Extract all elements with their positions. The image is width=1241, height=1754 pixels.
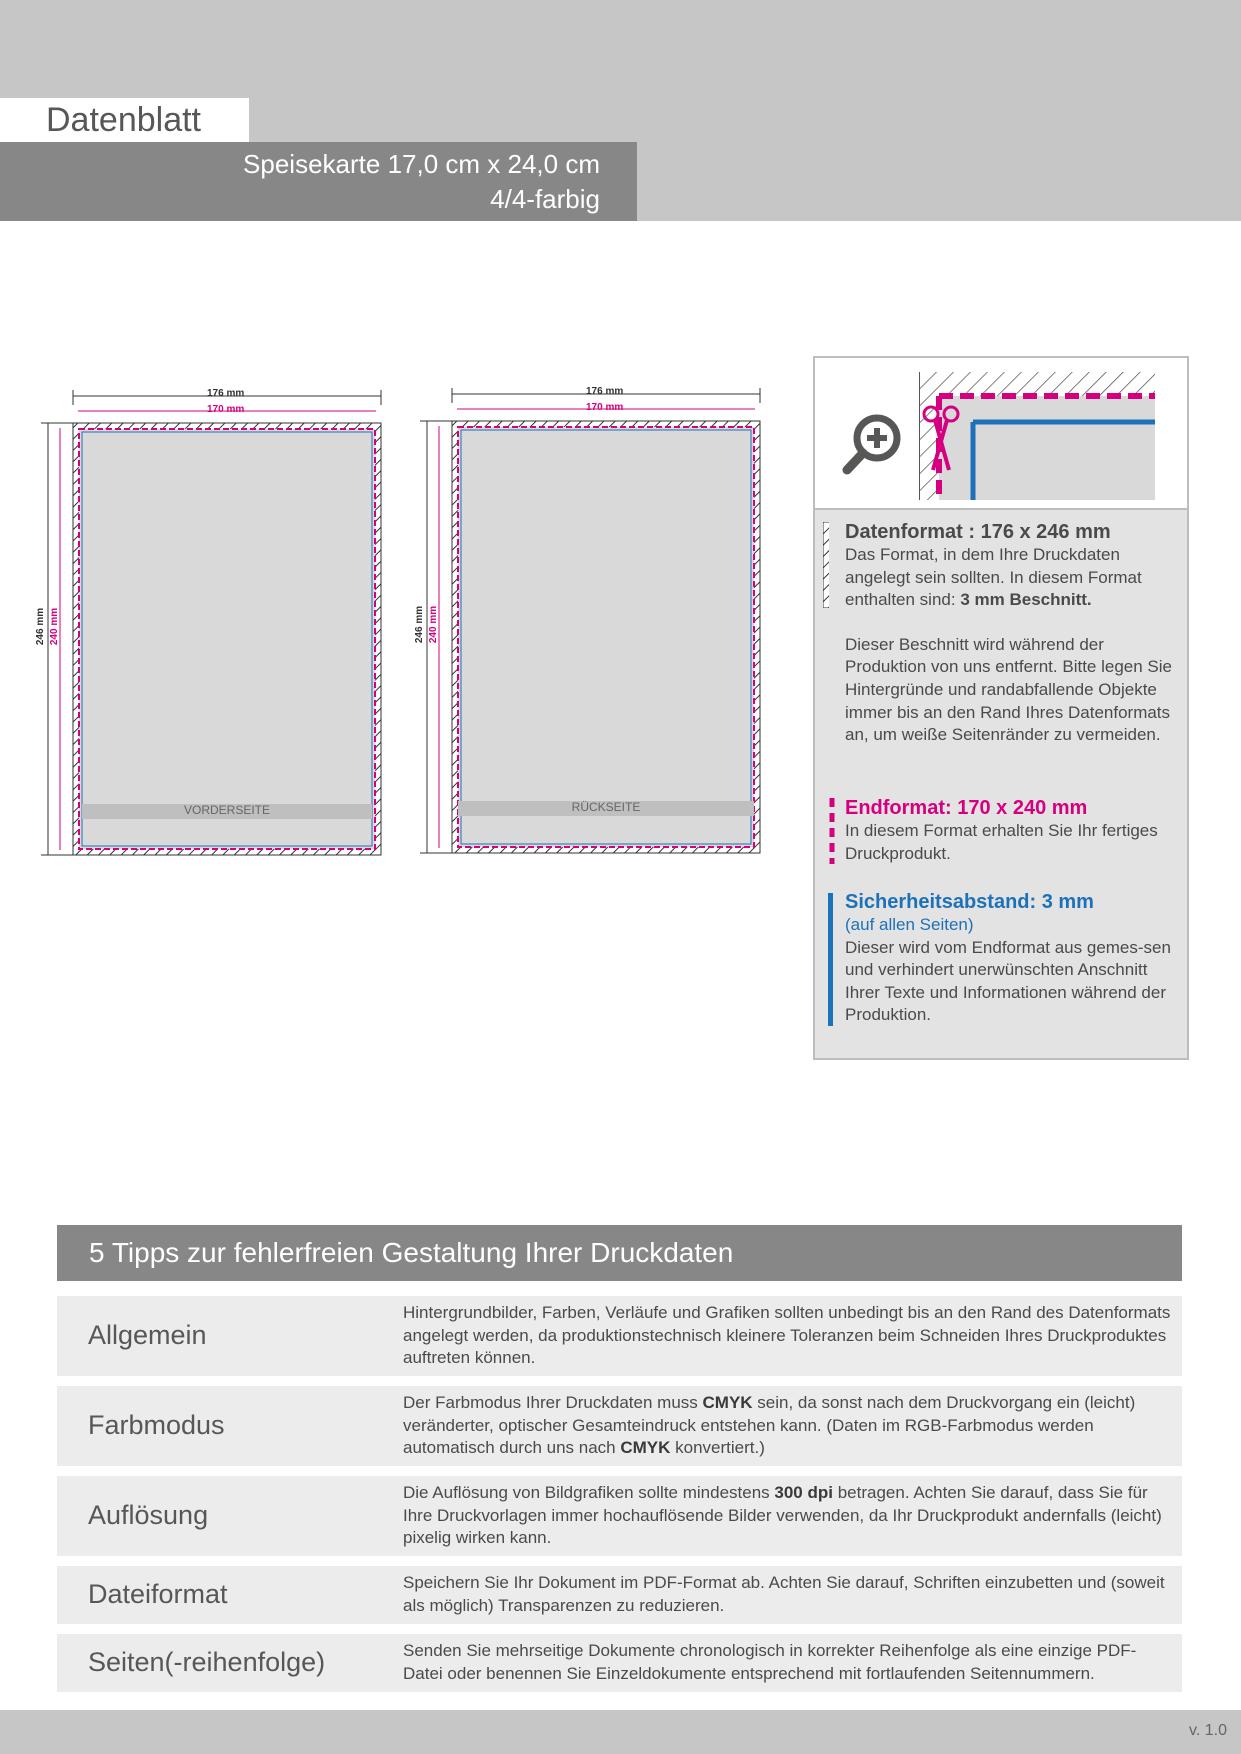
tip-text: Speichern Sie Ihr Dokument im PDF-Format ab. Achten Sie darauf, Schriften einzubetten und (soweit als möglich) Transparenzen zu reduzieren. bbox=[403, 1573, 1165, 1615]
endformat-text: In diesem Format erhalten Sie Ihr fertiges Druckprodukt. bbox=[845, 821, 1158, 863]
tip-row-allgemein bbox=[57, 1296, 1182, 1376]
front-height-outer: 246 mm bbox=[35, 607, 47, 646]
back-page-diagram bbox=[415, 383, 775, 858]
front-page-diagram bbox=[36, 385, 396, 860]
datenformat-heading: Datenformat : 176 x 246 mm bbox=[845, 521, 1111, 543]
tip-label: Allgemein bbox=[88, 1320, 207, 1350]
back-height-inner: 240 mm bbox=[428, 605, 440, 644]
datenformat-hatch-bar bbox=[823, 522, 829, 608]
back-side-label: RÜCKSEITE bbox=[571, 800, 641, 814]
tips-title: 5 Tipps zur fehlerfreien Gestaltung Ihrer Druckdaten bbox=[89, 1237, 734, 1268]
sicherheit-heading: Sicherheitsabstand: 3 mm bbox=[845, 891, 1094, 913]
back-height-outer: 246 mm bbox=[414, 605, 426, 644]
endformat-block bbox=[845, 796, 1175, 865]
datenformat-text2: Dieser Beschnitt wird während der Produktion von uns entfernt. Bitte legen Sie Hintergründe und randabfallende Objekte immer bis an den Rand Ihres Datenformats an, um weiße Seitenränder zu vermeiden. bbox=[845, 634, 1172, 745]
product-name: Speisekarte 17,0 cm x 24,0 cm bbox=[243, 149, 600, 179]
tip-row-aufloesung bbox=[57, 1476, 1182, 1556]
front-width-outer: 176 mm bbox=[207, 388, 245, 399]
tip-label: Auflösung bbox=[88, 1500, 209, 1530]
back-page-graphic bbox=[415, 383, 775, 858]
sicherheit-bar bbox=[828, 893, 833, 1026]
front-width-inner: 170 mm bbox=[207, 404, 245, 415]
sicherheit-sub: (auf allen Seiten) bbox=[845, 915, 974, 934]
tip-label: Dateiformat bbox=[88, 1579, 228, 1609]
info-panel bbox=[813, 356, 1189, 1060]
page-title: Datenblatt bbox=[46, 101, 201, 139]
endformat-heading: Endformat: 170 x 240 mm bbox=[845, 797, 1088, 819]
tip-row-farbmodus bbox=[57, 1386, 1182, 1466]
tip-text: Hintergrundbilder, Farben, Verläufe und Grafiken sollten unbedingt bis an den Rand des Datenformats angelegt werden, da produktionstechnisch kleinere Toleranzen beim Schneiden Ihres Druckproduktes auftreten können. bbox=[403, 1303, 1171, 1368]
tip-row-dateiformat bbox=[57, 1566, 1182, 1624]
datenformat-block bbox=[845, 520, 1175, 747]
tip-label: Farbmodus bbox=[88, 1410, 225, 1440]
tips-header bbox=[57, 1225, 1182, 1281]
tip-text: Senden Sie mehrseitige Dokumente chronologisch in korrekter Reihenfolge als eine einzige PDF-Datei oder benennen Sie Einzeldokumente entsprechend mit fortlaufenden Seitennummern. bbox=[403, 1641, 1137, 1683]
front-page-graphic bbox=[36, 385, 396, 860]
tip-row-seitenreihenfolge bbox=[57, 1634, 1182, 1692]
tip-text: Die Auflösung von Bildgrafiken sollte mindestens 300 dpi betragen. Achten Sie darauf, dass Sie für Ihre Druckvorlagen immer hochauflösende Bilder verwenden, da Ihr Druckprodukt andernfalls (leicht) pixelig wirken kann. bbox=[403, 1483, 1162, 1548]
datenformat-text: Das Format, in dem Ihre Druckdaten angelegt sein sollten. In diesem Format enthalten sind: 3 mm Beschnitt. bbox=[845, 545, 1142, 610]
back-width-inner: 170 mm bbox=[586, 402, 624, 413]
endformat-dashed-bar bbox=[829, 798, 835, 864]
panel-illustration bbox=[815, 358, 1187, 510]
color-mode: 4/4-farbig bbox=[490, 184, 600, 214]
front-side-label: VORDERSEITE bbox=[183, 803, 270, 817]
tip-text: Der Farbmodus Ihrer Druckdaten muss CMYK sein, da sonst nach dem Druckvorgang ein (leicht) veränderter, optischer Gesamteindruck entstehen kann. (Daten im RGB-Farbmodus werden automatisch durch uns nach CMYK konvertiert.) bbox=[403, 1393, 1136, 1458]
magnifier-plus-icon bbox=[839, 410, 909, 480]
version-label: v. 1.0 bbox=[1189, 1722, 1227, 1739]
front-height-inner: 240 mm bbox=[49, 607, 61, 646]
scissors-icon bbox=[921, 404, 961, 474]
sicherheit-block bbox=[845, 890, 1175, 1027]
back-width-outer: 176 mm bbox=[586, 386, 624, 397]
footer-band bbox=[0, 1710, 1241, 1754]
tip-label: Seiten(-reihenfolge) bbox=[88, 1647, 326, 1677]
sicherheit-text: Dieser wird vom Endformat aus gemes-sen und verhindert unerwünschten Anschnitt Ihrer Texte und Informationen während der Produktion. bbox=[845, 937, 1171, 1025]
